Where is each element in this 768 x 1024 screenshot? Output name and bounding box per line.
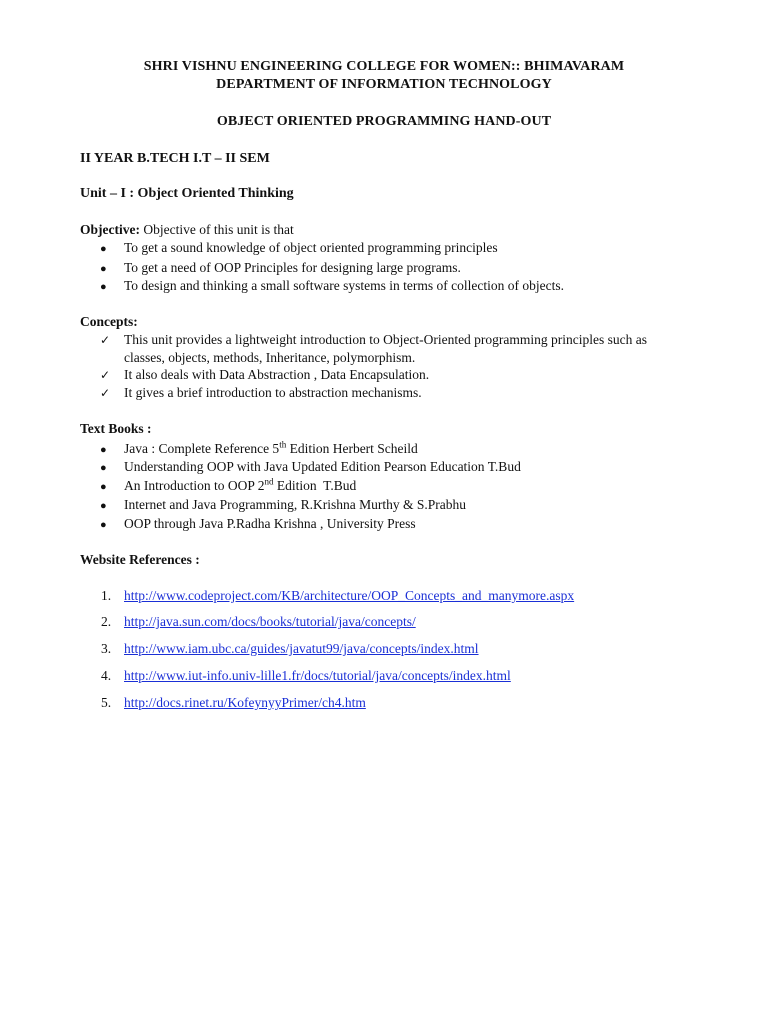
textbook-text: Understanding OOP with Java Updated Edition Pearson Education T.Bud [124, 459, 521, 474]
objective-item [100, 259, 461, 278]
reference-number: 2. [101, 614, 112, 629]
concepts-item [100, 366, 429, 384]
objective-item [100, 239, 498, 258]
checkmark-icon: ✓ [100, 368, 111, 382]
handout-title: OBJECT ORIENTED PROGRAMMING HAND-OUT [216, 114, 552, 129]
bullet-icon: ● [100, 444, 107, 456]
website-reference-item [101, 694, 366, 712]
college-name: SHRI VISHNU ENGINEERING COLLEGE FOR WOMEN:: BHIMAVARAM [143, 59, 625, 74]
textbook-item [100, 496, 466, 515]
checkmark-icon: ✓ [100, 386, 111, 400]
concepts-item-text: It gives a brief introduction to abstraction mechanisms. [124, 385, 422, 400]
website-reference-item [101, 613, 416, 631]
reference-link[interactable]: http://www.iut-info.univ-lille1.fr/docs/tutorial/java/concepts/index.html [124, 668, 511, 683]
objective-item [100, 277, 564, 296]
bullet-icon: ● [100, 500, 107, 512]
textbook-text: Edition T.Bud [273, 478, 357, 493]
concepts-item [100, 331, 647, 349]
reference-link[interactable]: http://java.sun.com/docs/books/tutorial/java/concepts/ [124, 614, 416, 629]
department-name: DEPARTMENT OF INFORMATION TECHNOLOGY [216, 77, 552, 92]
textbook-item [100, 458, 521, 477]
reference-link[interactable]: http://www.codeproject.com/KB/architecture/OOP_Concepts_and_manymore.aspx [124, 588, 575, 603]
website-reference-item [101, 667, 511, 685]
textbook-text: OOP through Java P.Radha Krishna , University Press [124, 516, 416, 531]
bullet-icon: ● [100, 263, 107, 275]
concepts-item [100, 384, 422, 402]
textbook-text: Java : Complete Reference 5 [124, 441, 280, 456]
bullet-icon: ● [100, 462, 107, 474]
concepts-item-continuation: classes, objects, methods, Inheritance, polymorphism. [124, 350, 416, 365]
concepts-item-text: This unit provides a lightweight introduction to Object-Oriented programming principles such as [124, 332, 648, 347]
objective-line [80, 221, 294, 239]
website-references-label: Website References : [80, 552, 200, 567]
bullet-icon: ● [100, 281, 107, 293]
unit-title: Unit – I : Object Oriented Thinking [80, 186, 294, 201]
website-reference-item [101, 640, 479, 658]
objective-label: Objective: [80, 222, 140, 237]
textbook-text: An Introduction to OOP 2 [124, 478, 265, 493]
textbook-text: Internet and Java Programming, R.Krishna Murthy & S.Prabhu [124, 497, 466, 512]
objective-item-text: To get a need of OOP Principles for designing large programs. [124, 260, 461, 275]
bullet-icon: ● [100, 243, 107, 255]
textbook-text: Edition Herbert Scheild [286, 441, 418, 456]
objective-item-text: To design and thinking a small software systems in terms of collection of objects. [124, 278, 564, 293]
textbook-item [100, 440, 418, 459]
textbook-superscript: th [279, 439, 287, 450]
website-reference-item [101, 587, 574, 605]
checkmark-icon: ✓ [100, 333, 111, 347]
objective-intro: Objective of this unit is that [139, 222, 294, 237]
reference-number: 3. [101, 641, 112, 656]
reference-number: 5. [101, 695, 112, 710]
textbook-superscript: nd [264, 476, 274, 487]
objective-item-text: To get a sound knowledge of object oriented programming principles [124, 240, 498, 255]
year-heading: II YEAR B.TECH I.T – II SEM [80, 151, 270, 166]
reference-link[interactable]: http://docs.rinet.ru/KofeynyyPrimer/ch4.htm [124, 695, 366, 710]
bullet-icon: ● [100, 481, 107, 493]
textbook-item [100, 477, 356, 496]
bullet-icon: ● [100, 519, 107, 531]
concepts-label: Concepts: [80, 314, 138, 329]
reference-number: 1. [101, 588, 112, 603]
concepts-item-text: It also deals with Data Abstraction , Data Encapsulation. [124, 367, 430, 382]
textbooks-label: Text Books : [80, 421, 152, 436]
reference-number: 4. [101, 668, 112, 683]
reference-link[interactable]: http://www.iam.ubc.ca/guides/javatut99/java/concepts/index.html [124, 641, 479, 656]
textbook-item [100, 515, 416, 534]
